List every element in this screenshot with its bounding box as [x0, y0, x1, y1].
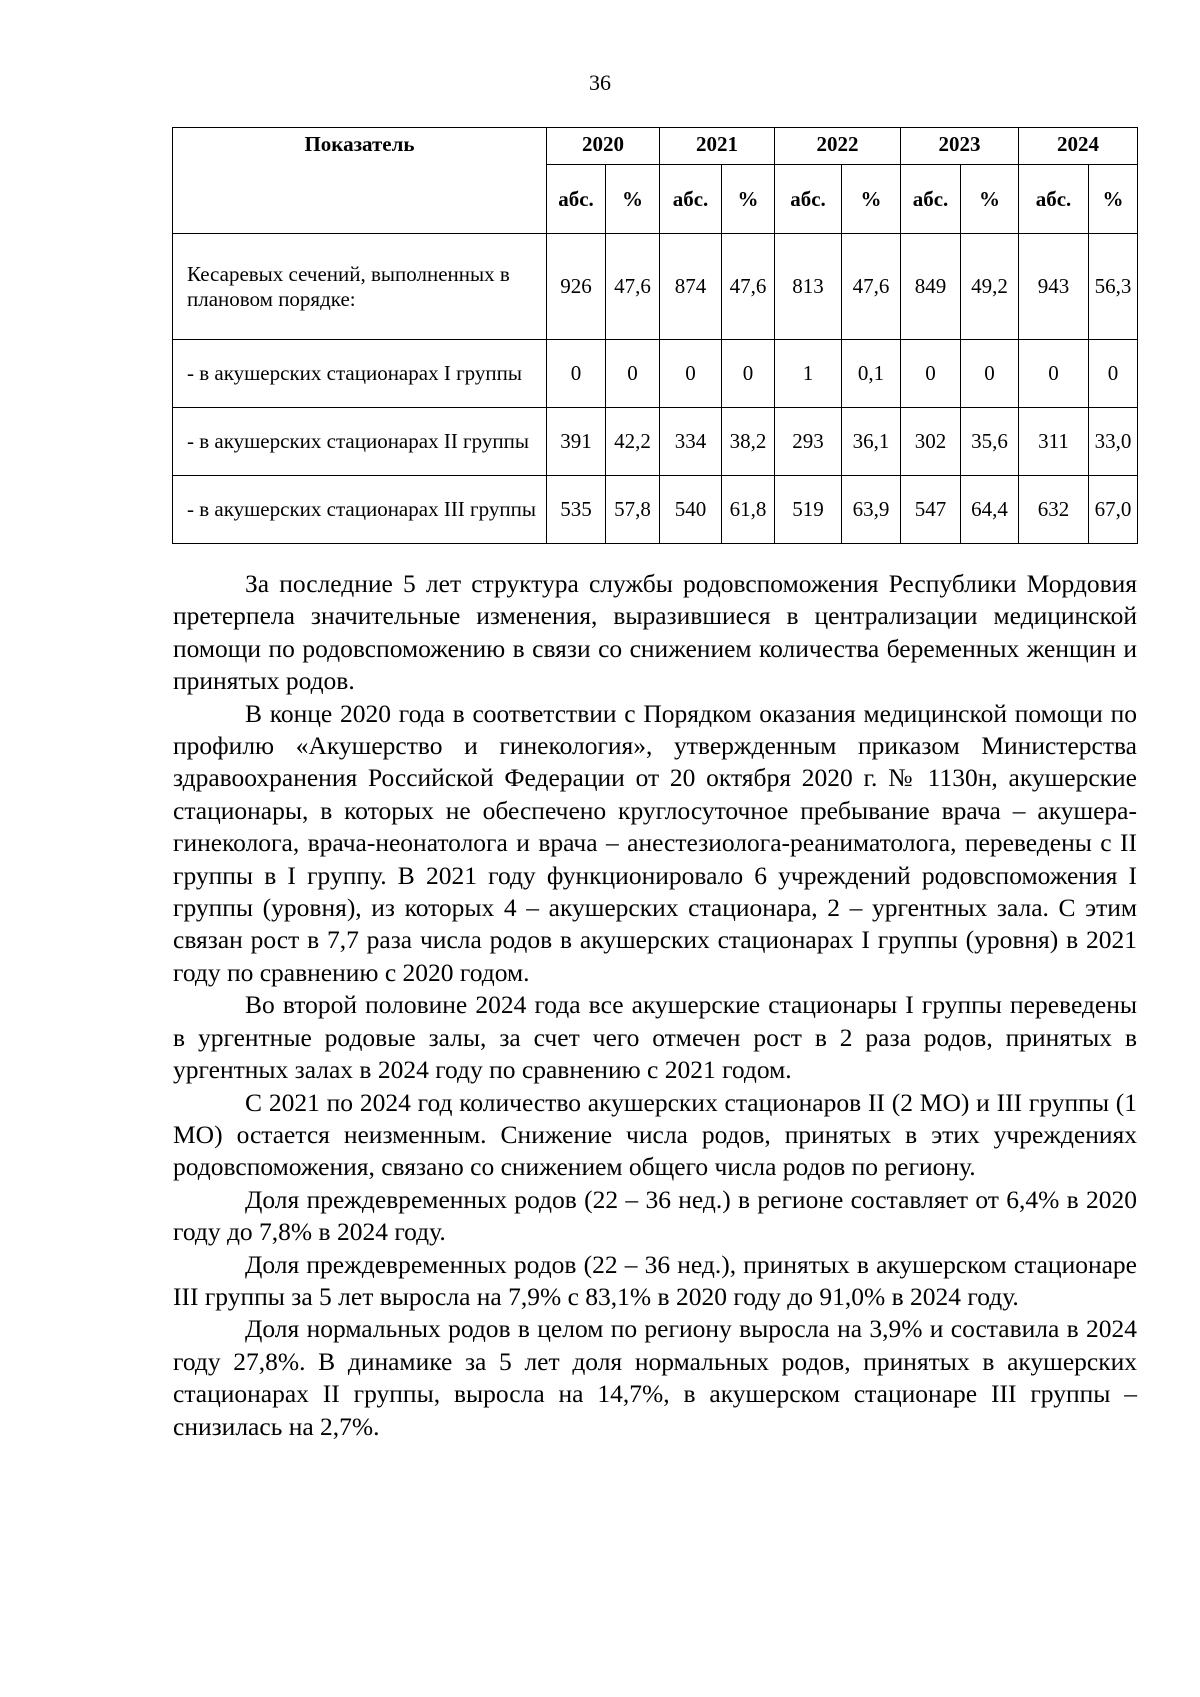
table-cell: 813 [775, 234, 842, 340]
table-cell: 926 [547, 234, 606, 340]
table-cell: 0 [1089, 340, 1138, 408]
paragraph: Доля преждевременных родов (22 – 36 нед.) в регионе составляет от 6,4% в 2020 году до 7,8% в 2024 году. [173, 1184, 1137, 1247]
header-pct: % [961, 165, 1019, 234]
header-year: 2022 [775, 128, 901, 165]
table-cell: 0 [901, 340, 961, 408]
header-pct: % [842, 165, 901, 234]
header-year: 2024 [1019, 128, 1138, 165]
header-abs: абс. [775, 165, 842, 234]
table-cell: 849 [901, 234, 961, 340]
header-abs: абс. [547, 165, 606, 234]
header-abs: абс. [901, 165, 961, 234]
paragraph: Во второй половине 2024 года все акушерские стационары I группы переведены в ургентные родовые залы, за счет чего отмечен рост в 2 раза родов, принятых в ургентных залах в 2024 году по сравнению с 2021 годом. [173, 990, 1137, 1085]
header-year: 2023 [901, 128, 1019, 165]
table-cell: 47,6 [722, 234, 775, 340]
table-row [173, 234, 1138, 340]
header-pct: % [1089, 165, 1138, 234]
table-cell: 63,9 [842, 476, 901, 544]
table-cell: 0 [660, 340, 722, 408]
paragraph: Доля преждевременных родов (22 – 36 нед.), принятых в акушерском стационаре III группы за 5 лет выросла на 7,9% с 83,1% в 2020 году до 91,0% в 2024 году. [173, 1249, 1137, 1311]
table-cell: 38,2 [722, 408, 775, 476]
table-cell: 391 [547, 408, 606, 476]
row-label: - в акушерских стационарах I группы [173, 340, 547, 408]
table-cell: 0 [1019, 340, 1089, 408]
table-cell: 540 [660, 476, 722, 544]
table-header [173, 128, 1138, 234]
data-table-container [172, 127, 1137, 544]
paragraph: В конце 2020 года в соответствии с Порядком оказания медицинской помощи по профилю «Акушерство и гинекология», утвержденным приказом Министерства здравоохранения Российской Федерации от 20 октября 2020 г. № 1130н, акушерские стационары, в которых не обеспечено круглосуточное пребывание врача – акушера-гинеколога, врача-неонатолога и врача – анестезиолога-реаниматолога, переведены с II группы в I группу. В 2021 году функционировало 6 учреждений родовспоможения I группы (уровня), из которых 4 – акушерских стационара, 2 – ургентных зала. С этим связан рост в 7,7 раза числа родов в акушерских стационарах I группы (уровня) в 2021 году по сравнению с 2020 годом. [173, 698, 1137, 987]
header-indicator: Показатель [173, 128, 547, 234]
table-cell: 47,6 [606, 234, 660, 340]
table-cell: 56,3 [1089, 234, 1138, 340]
table-cell: 334 [660, 408, 722, 476]
table-cell: 632 [1019, 476, 1089, 544]
paragraph: За последние 5 лет структура службы родовспоможения Республики Мордовия претерпела значительные изменения, выразившиеся в централизации медицинской помощи по родовспоможению в связи со снижением количества беременных женщин и принятых родов. [173, 569, 1137, 696]
table-cell: 67,0 [1089, 476, 1138, 544]
header-year: 2021 [660, 128, 775, 165]
header-row-years [173, 128, 1138, 165]
table-cell: 57,8 [606, 476, 660, 544]
table-cell: 547 [901, 476, 961, 544]
table-row [173, 476, 1138, 544]
table-cell: 519 [775, 476, 842, 544]
row-label: - в акушерских стационарах II группы [173, 408, 547, 476]
header-pct: % [606, 165, 660, 234]
header-pct: % [722, 165, 775, 234]
table-cell: 42,2 [606, 408, 660, 476]
table-cell: 874 [660, 234, 722, 340]
table-cell: 0 [606, 340, 660, 408]
header-abs: абс. [1019, 165, 1089, 234]
table-row [173, 408, 1138, 476]
table-cell: 64,4 [961, 476, 1019, 544]
table-body [173, 234, 1138, 544]
row-label: Кесаревых сечений, выполненных в плановом порядке: [173, 234, 547, 340]
table-cell: 0 [547, 340, 606, 408]
table-cell: 535 [547, 476, 606, 544]
table-cell: 0,1 [842, 340, 901, 408]
row-label: - в акушерских стационарах III группы [173, 476, 547, 544]
cesarean-sections-table [172, 127, 1138, 544]
table-cell: 0 [722, 340, 775, 408]
table-cell: 49,2 [961, 234, 1019, 340]
page-number: 36 [589, 70, 611, 95]
table-cell: 0 [961, 340, 1019, 408]
paragraph: Доля нормальных родов в целом по региону выросла на 3,9% и составила в 2024 году 27,8%. В динамике за 5 лет доля нормальных родов, принятых в акушерских стационарах II группы, выросла на 14,7%, в акушерском стационаре III группы – снизилась на 2,7%. [173, 1314, 1137, 1441]
table-cell: 35,6 [961, 408, 1019, 476]
paragraph: С 2021 по 2024 год количество акушерских стационаров II (2 МО) и III группы (1 МО) остается неизменным. Снижение числа родов, принятых в этих учреждениях родовспоможения, связано со снижением общего числа родов по региону. [173, 1087, 1137, 1182]
table-cell: 33,0 [1089, 408, 1138, 476]
table-cell: 61,8 [722, 476, 775, 544]
table-cell: 293 [775, 408, 842, 476]
table-cell: 943 [1019, 234, 1089, 340]
table-cell: 36,1 [842, 408, 901, 476]
table-cell: 47,6 [842, 234, 901, 340]
header-abs: абс. [660, 165, 722, 234]
table-cell: 1 [775, 340, 842, 408]
body-text [173, 568, 1137, 1443]
table-row [173, 340, 1138, 408]
header-year: 2020 [547, 128, 660, 165]
table-cell: 302 [901, 408, 961, 476]
table-cell: 311 [1019, 408, 1089, 476]
